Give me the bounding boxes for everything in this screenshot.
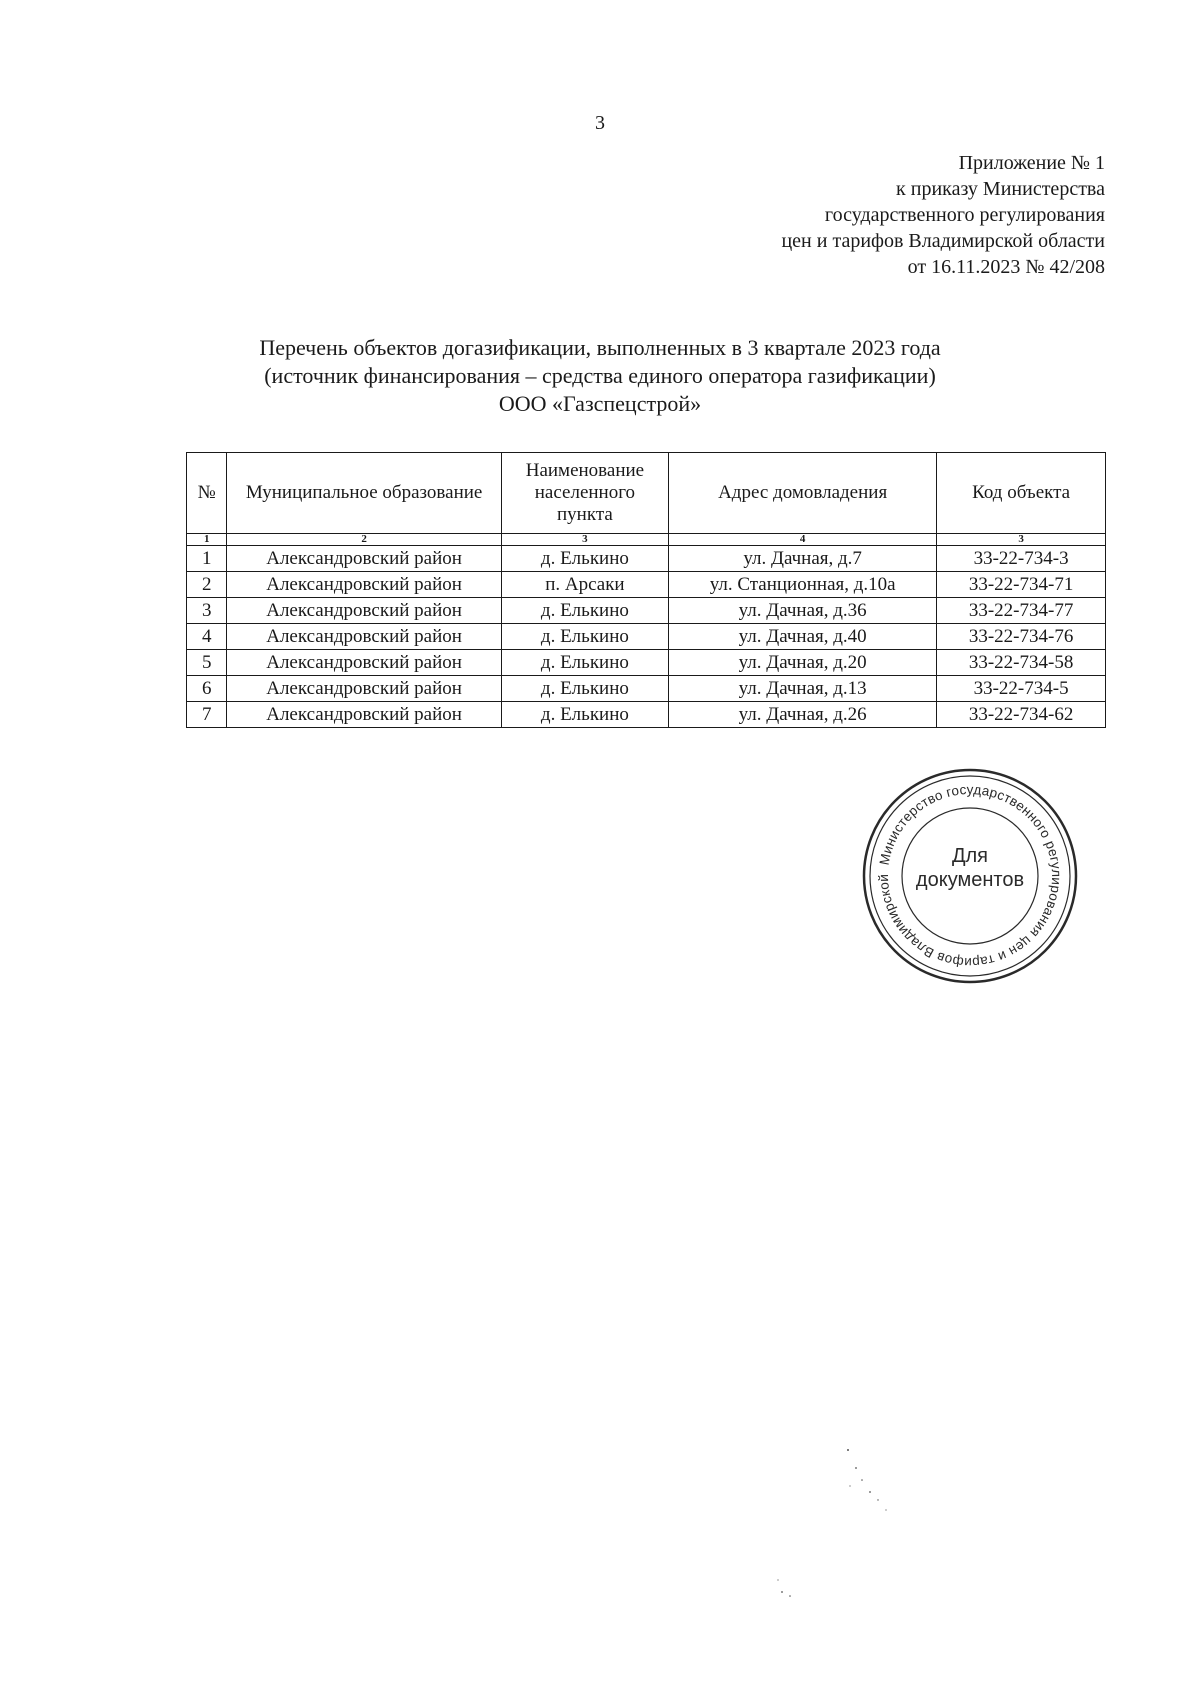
appendix-line: цен и тарифов Владимирской области <box>781 230 1105 252</box>
stamp-center-line: Для <box>951 845 989 867</box>
stamp-center-text <box>860 844 1080 892</box>
row-object-code: 33-22-734-77 <box>937 598 1106 624</box>
header-number: № <box>187 453 227 534</box>
row-settlement: п. Арсаки <box>501 572 668 598</box>
header-object-code: Код объекта <box>937 453 1106 534</box>
table-row <box>187 624 1106 650</box>
appendix-line: к приказу Министерства <box>896 178 1105 200</box>
appendix-date-line: от 16.11.2023 № 42/208 <box>907 256 1105 278</box>
row-address: ул. Дачная, д.13 <box>669 676 937 702</box>
row-municipality: Александровский район <box>227 650 501 676</box>
header-municipality: Муниципальное образование <box>227 453 501 534</box>
row-municipality: Александровский район <box>227 572 501 598</box>
row-municipality: Александровский район <box>227 676 501 702</box>
appendix-reference <box>781 150 1105 280</box>
row-object-code: 33-22-734-58 <box>937 650 1106 676</box>
header-address: Адрес домовладения <box>669 453 937 534</box>
row-object-code: 33-22-734-5 <box>937 676 1106 702</box>
appendix-line: Приложение № 1 <box>958 152 1105 174</box>
row-address: ул. Дачная, д.7 <box>669 546 937 572</box>
row-address: ул. Дачная, д.40 <box>669 624 937 650</box>
table-row <box>187 598 1106 624</box>
table-row <box>187 676 1106 702</box>
column-number: 2 <box>227 534 501 546</box>
title-line: ООО «Газспецстрой» <box>498 391 702 416</box>
row-address: ул. Станционная, д.10а <box>669 572 937 598</box>
scan-noise-specks <box>760 1440 900 1610</box>
row-settlement: д. Елькино <box>501 676 668 702</box>
table-row <box>187 546 1106 572</box>
table-row <box>187 650 1106 676</box>
row-number: 2 <box>187 572 227 598</box>
table-header-row <box>187 453 1106 534</box>
row-settlement: д. Елькино <box>501 624 668 650</box>
row-number: 5 <box>187 650 227 676</box>
title-line: (источник финансирования – средства единого оператора газификации) <box>264 363 936 388</box>
column-number: 1 <box>187 534 227 546</box>
column-number: 3 <box>937 534 1106 546</box>
table-row <box>187 702 1106 728</box>
row-object-code: 33-22-734-76 <box>937 624 1106 650</box>
row-number: 7 <box>187 702 227 728</box>
stamp-center-line: документов <box>915 869 1025 891</box>
header-settlement: Наименование населенного пункта <box>501 453 668 534</box>
page-number: 3 <box>595 112 605 134</box>
row-number: 4 <box>187 624 227 650</box>
column-number: 4 <box>669 534 937 546</box>
row-municipality: Александровский район <box>227 702 501 728</box>
objects-table <box>186 452 1106 728</box>
row-municipality: Александровский район <box>227 624 501 650</box>
title-line: Перечень объектов догазификации, выполненных в 3 квартале 2023 года <box>259 335 941 360</box>
row-address: ул. Дачная, д.26 <box>669 702 937 728</box>
row-settlement: д. Елькино <box>501 702 668 728</box>
row-municipality: Александровский район <box>227 546 501 572</box>
row-object-code: 33-22-734-3 <box>937 546 1106 572</box>
document-title <box>0 334 1200 418</box>
row-address: ул. Дачная, д.20 <box>669 650 937 676</box>
row-object-code: 33-22-734-71 <box>937 572 1106 598</box>
appendix-line: государственного регулирования <box>824 204 1105 226</box>
column-number: 3 <box>501 534 668 546</box>
row-number: 6 <box>187 676 227 702</box>
row-settlement: д. Елькино <box>501 546 668 572</box>
row-settlement: д. Елькино <box>501 650 668 676</box>
column-numbers-row <box>187 534 1106 546</box>
stamp-ring-text: Министерство государственного регулирования цен и тарифов Владимирской <box>875 781 1065 971</box>
official-stamp <box>860 766 1080 986</box>
row-number: 3 <box>187 598 227 624</box>
row-address: ул. Дачная, д.36 <box>669 598 937 624</box>
table-row <box>187 572 1106 598</box>
row-number: 1 <box>187 546 227 572</box>
row-municipality: Александровский район <box>227 598 501 624</box>
row-object-code: 33-22-734-62 <box>937 702 1106 728</box>
row-settlement: д. Елькино <box>501 598 668 624</box>
